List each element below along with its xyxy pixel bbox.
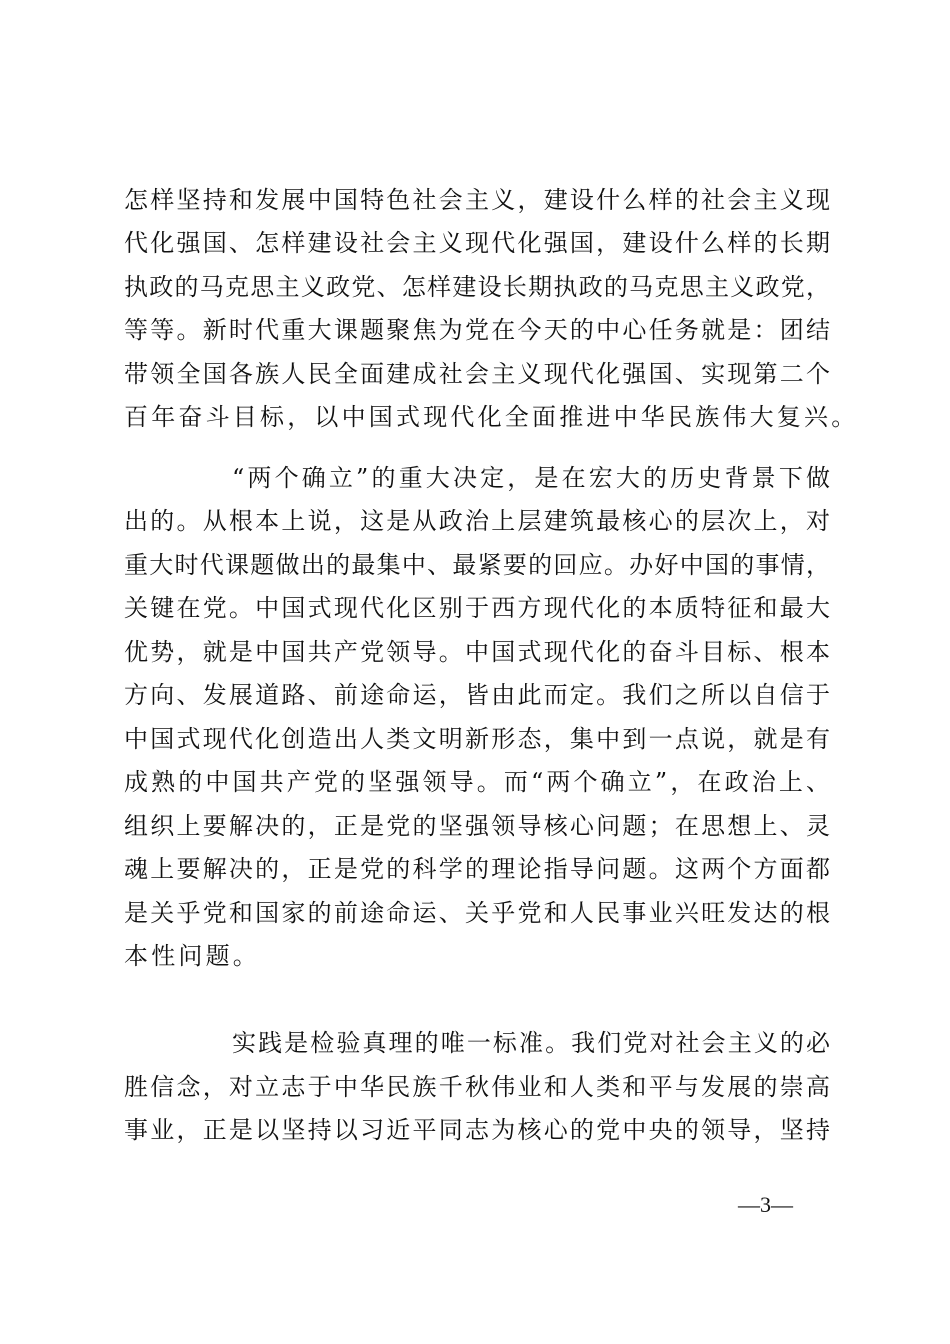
paragraph-2-line: “两个确立”的重大决定，是在宏大的历史背景下做 [232, 464, 830, 492]
paragraph-2-line: 优势，就是中国共产党领导。中国式现代化的奋斗目标、根本 [124, 638, 830, 666]
paragraph-2-line: 中国式现代化创造出人类文明新形态，集中到一点说，就是有 [124, 725, 830, 753]
paragraph-2-line: 魂上要解决的，正是党的科学的理论指导问题。这两个方面都 [124, 855, 830, 883]
paragraph-2-line: 出的。从根本上说，这是从政治上层建筑最核心的层次上，对 [124, 507, 830, 535]
paragraph-1-line: 带领全国各族人民全面建成社会主义现代化强国、实现第二个 [124, 360, 830, 388]
paragraph-2-line: 成熟的中国共产党的坚强领导。而“两个确立”，在政治上、 [124, 768, 830, 796]
paragraph-1-line: 执政的马克思主义政党、怎样建设长期执政的马克思主义政党， [124, 273, 830, 301]
paragraph-1-line: 怎样坚持和发展中国特色社会主义，建设什么样的社会主义现 [124, 186, 830, 214]
page-number: —3— [738, 1192, 793, 1217]
paragraph-1-line: 代化强国、怎样建设社会主义现代化强国，建设什么样的长期 [124, 229, 830, 257]
paragraph-3-line: 事业，正是以坚持以习近平同志为核心的党中央的领导，坚持 [124, 1116, 830, 1144]
paragraph-2-line: 方向、发展道路、前途命运，皆由此而定。我们之所以自信于 [124, 681, 830, 709]
paragraph-2-line: 组织上要解决的，正是党的坚强领导核心问题；在思想上、灵 [124, 812, 830, 840]
paragraph-2-line: 关键在党。中国式现代化区别于西方现代化的本质特征和最大 [124, 594, 830, 622]
paragraph-2-line: 重大时代课题做出的最集中、最紧要的回应。办好中国的事情， [124, 551, 830, 579]
paragraph-3-line: 胜信念，对立志于中华民族千秋伟业和人类和平与发展的崇高 [124, 1073, 830, 1101]
paragraph-3-line: 实践是检验真理的唯一标准。我们党对社会主义的必 [232, 1029, 830, 1057]
paragraph-1-line: 等等。新时代重大课题聚焦为党在今天的中心任务就是：团结 [124, 316, 830, 344]
paragraph-2-line: 本性问题。 [124, 942, 260, 970]
paragraph-1-line: 百年奋斗目标，以中国式现代化全面推进中华民族伟大复兴。 [124, 403, 859, 431]
paragraph-2-line: 是关乎党和国家的前途命运、关乎党和人民事业兴旺发达的根 [124, 899, 830, 927]
